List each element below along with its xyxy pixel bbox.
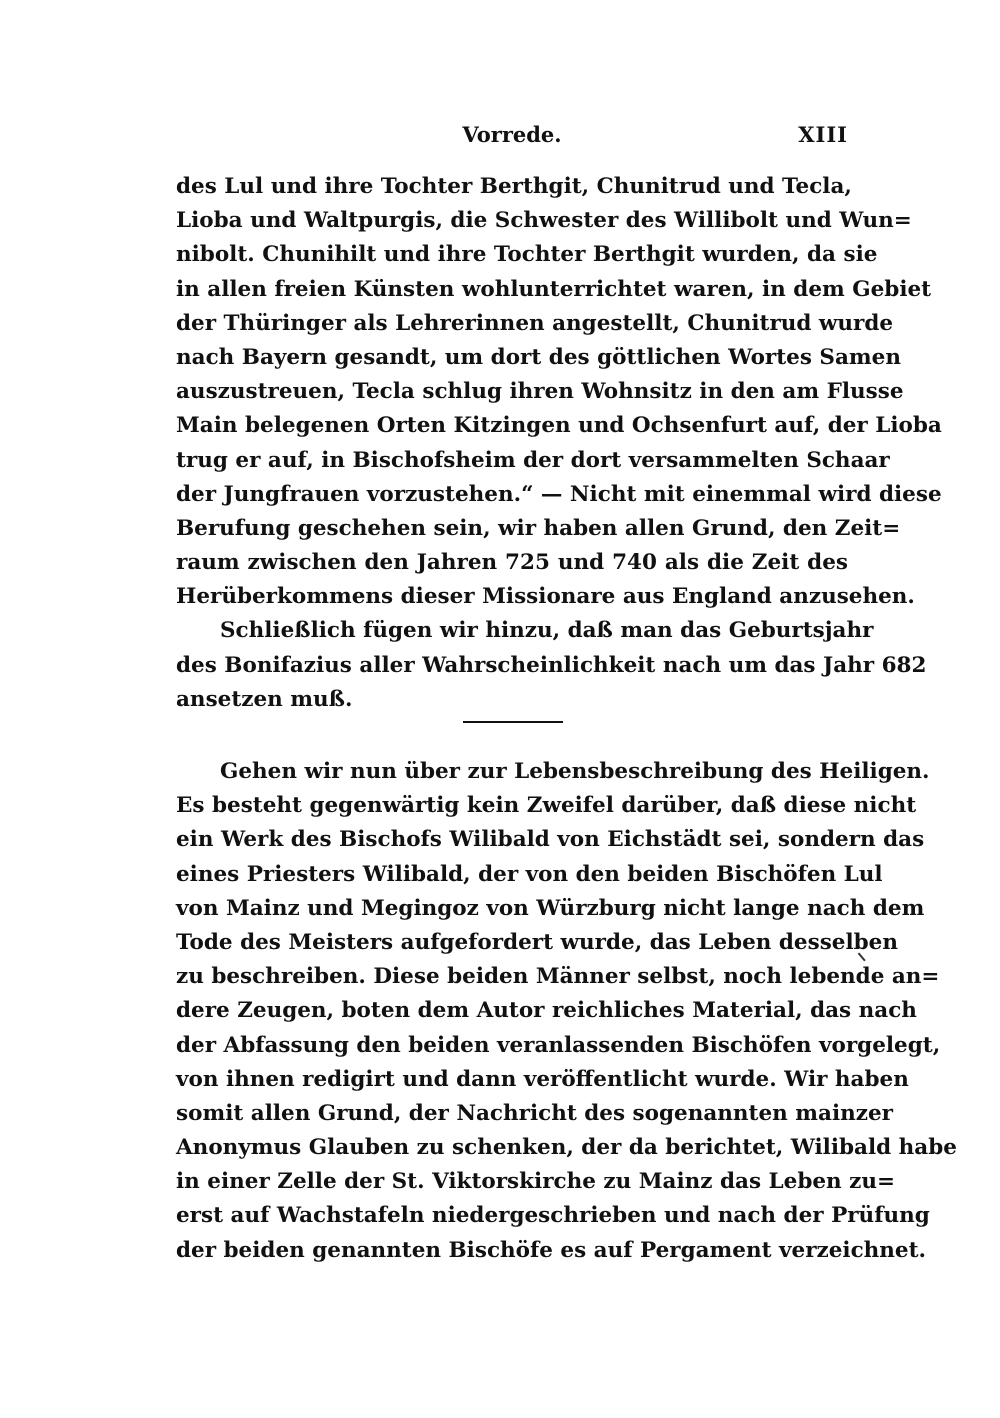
text-line: ein Werk des Bischofs Wilibald von Eichstädt sei, sondern das — [176, 827, 925, 853]
running-head — [176, 122, 848, 150]
text-line-paragraph-start: Gehen wir nun über zur Lebensbeschreibung des Heiligen. — [220, 759, 930, 784]
text-line: der Jungfrauen vorzustehen.“ — Nicht mit einemmal wird diese — [176, 481, 942, 507]
page-number: XIII — [798, 122, 848, 147]
text-line: raum zwischen den Jahren 725 und 740 als die Zeit des — [176, 550, 848, 576]
text-line: nibolt. Chunihilt und ihre Tochter Berthgit wurden, da sie — [176, 242, 878, 268]
text-line: in einer Zelle der St. Viktorskirche zu Mainz das Leben zu= — [176, 1169, 896, 1195]
text-line: der Thüringer als Lehrerinnen angestellt, Chunitrud wurde — [176, 310, 894, 336]
running-title: Vorrede. — [462, 122, 562, 147]
text-line: erst auf Wachstafeln niedergeschrieben und nach der Prüfung — [176, 1203, 930, 1229]
text-block-preface-continued — [176, 170, 942, 717]
text-line: von Mainz und Megingoz von Würzburg nicht lange nach dem — [176, 895, 925, 921]
text-line: Herüberkommens dieser Missionare aus England anzusehen. — [176, 584, 915, 610]
text-line: trug er auf, in Bischofsheim der dort versammelten Schaar — [176, 447, 890, 473]
text-line: Lioba und Waltpurgis, die Schwester des Willibolt und Wun= — [176, 208, 912, 234]
text-line: Tode des Meisters aufgefordert wurde, das Leben desselben — [176, 929, 898, 955]
text-line: nach Bayern gesandt, um dort des göttlichen Wortes Samen — [176, 344, 901, 370]
text-line-paragraph-start: Schließlich fügen wir hinzu, daß man das Geburtsjahr — [220, 618, 874, 644]
text-line: Main belegenen Orten Kitzingen und Ochsenfurt auf, der Lioba — [176, 413, 942, 439]
text-line: der beiden genannten Bischöfe es auf Pergament verzeichnet. — [176, 1237, 927, 1263]
text-line: der Abfassung den beiden veranlassenden Bischöfen vorgelegt, — [176, 1032, 941, 1058]
text-line: somit allen Grund, der Nachricht des sogenannten mainzer — [176, 1100, 893, 1126]
text-line: ansetzen muß. — [176, 686, 353, 712]
section-divider — [463, 721, 563, 723]
text-line: des Bonifazius aller Wahrscheinlichkeit nach um das Jahr 682 — [176, 652, 927, 678]
text-line: von ihnen redigirt und dann veröffentlicht wurde. Wir haben — [176, 1066, 909, 1092]
text-line: Berufung geschehen sein, wir haben allen Grund, den Zeit= — [176, 515, 901, 541]
text-line: Anonymus Glauben zu schenken, der da berichtet, Wilibald habe — [176, 1135, 957, 1161]
text-line: auszustreuen, Tecla schlug ihren Wohnsitz in den am Flusse — [176, 379, 904, 405]
text-line: in allen freien Künsten wohlunterrichtet waren, in dem Gebiet — [176, 276, 932, 302]
text-line: des Lul und ihre Tochter Berthgit, Chunitrud und Tecla, — [176, 174, 852, 199]
text-line: zu beschreiben. Diese beiden Männer selbst, noch lebende an= — [176, 964, 940, 990]
text-line: dere Zeugen, boten dem Autor reichliches Material, das nach — [176, 998, 917, 1024]
text-line: eines Priesters Wilibald, der von den beiden Bischöfen Lul — [176, 861, 883, 887]
text-line: Es besteht gegenwärtig kein Zweifel darüber, daß diese nicht — [176, 793, 917, 819]
text-block-biography — [176, 755, 957, 1268]
